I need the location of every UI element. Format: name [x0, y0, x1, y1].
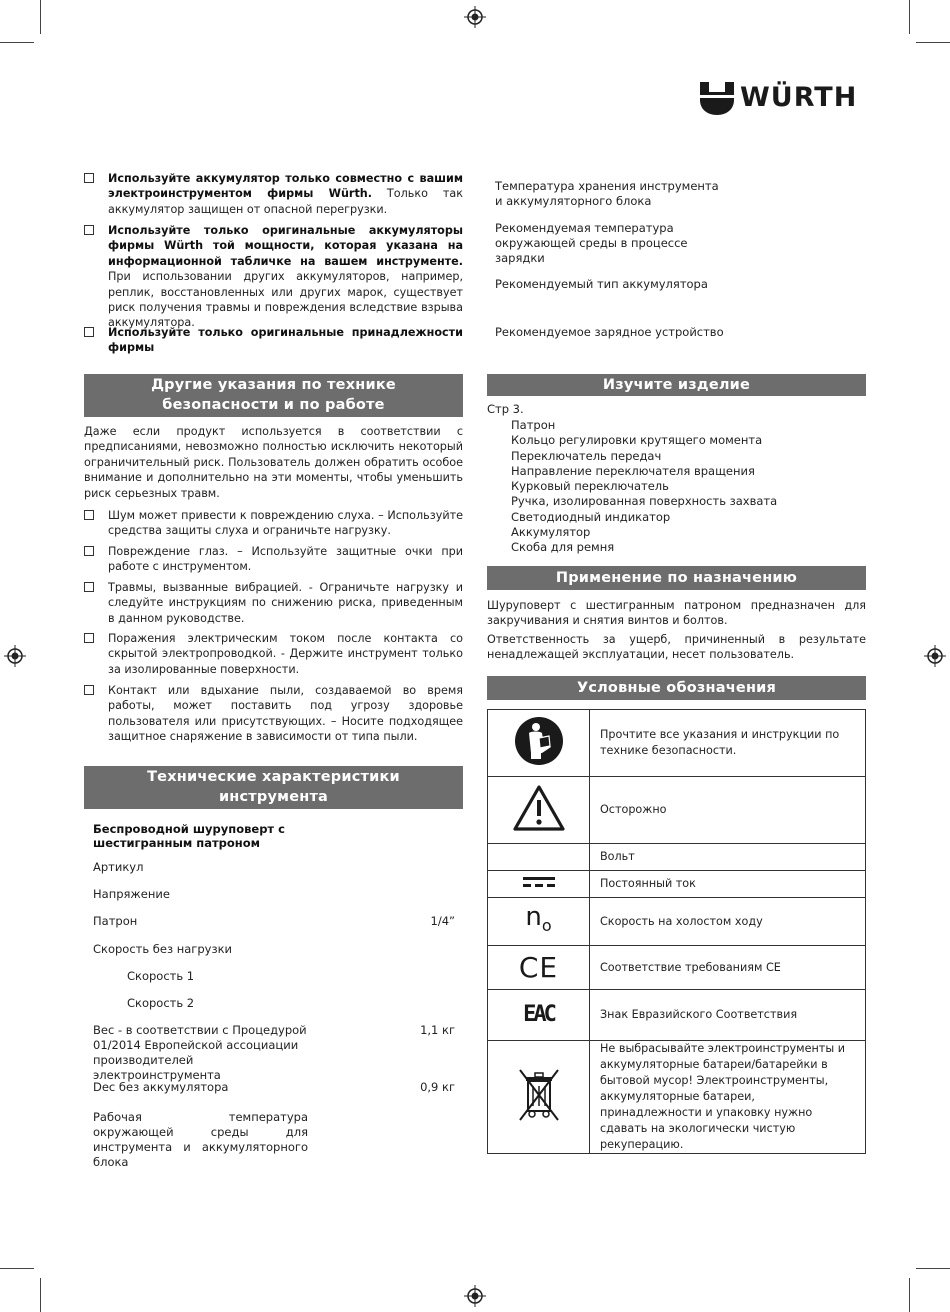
bullet-text: Только так аккумулятор защищен от опасной перегрузки. [108, 187, 463, 216]
spec-label: Напряжение [93, 887, 170, 901]
checkbox-square-icon [84, 582, 94, 592]
list-item: Ручка, изолированная поверхность захвата [511, 494, 778, 509]
symbol-description: Постоянный ток [590, 871, 866, 898]
table-row [488, 990, 866, 1041]
checkbox-square-icon [84, 546, 94, 556]
spec-label: Скорость без нагрузки [93, 942, 232, 956]
symbols-table [487, 709, 866, 1154]
heading-line: Технические характеристики [147, 769, 400, 785]
list-item [84, 580, 463, 626]
list-item [84, 683, 463, 745]
spec-label: Рекомендуемый тип аккумулятора [495, 277, 708, 291]
list-item [84, 508, 463, 539]
symbol-description: Знак Евразийского Соответствия [590, 990, 866, 1041]
registration-mark-icon [924, 645, 946, 667]
symbol-description: Скорость на холостом ходу [590, 898, 866, 946]
spec-label: Dес без аккумулятора [93, 1080, 229, 1094]
list-item [84, 223, 463, 331]
heading-line: безопасности и по работе [162, 397, 385, 413]
table-row [488, 871, 866, 898]
usage-text: Шуруповерт с шестигранным патроном предназначен для закручивания и снятия винтов и болтов. [487, 599, 866, 628]
product-name-line: Беспроводной шуруповерт с [93, 822, 285, 836]
list-item: Переключатель передач [511, 448, 662, 463]
crossed-bin-icon [517, 1066, 561, 1124]
crop-mark [916, 1268, 950, 1269]
registration-mark-icon [464, 1285, 486, 1307]
page-reference: Стр 3. [487, 402, 524, 416]
bullet-bold: Используйте аккумулятор только совместно с вашим электроинструментом фирмы Würth. [108, 172, 463, 201]
table-row [488, 777, 866, 844]
table-row [488, 710, 866, 777]
table-row [488, 844, 866, 871]
brand-logo [700, 80, 870, 116]
crop-mark [909, 1278, 910, 1312]
read-manual-icon [514, 716, 564, 766]
list-item: Кольцо регулировки крутящего момента [511, 433, 763, 448]
heading-line: Другие указания по технике [151, 377, 396, 393]
list-item [84, 544, 463, 575]
list-item [84, 171, 463, 217]
symbol-description: Вольт [590, 844, 866, 871]
table-row [488, 898, 866, 946]
crop-mark [0, 42, 34, 43]
section-heading: Применение по назначению [487, 566, 866, 590]
spec-value: 1/4” [430, 914, 455, 928]
crop-mark [0, 1268, 34, 1269]
spec-label: Вес - в соответствии с Процедурой 01/2014 Европейской ассоциации производителей электроинструмента [93, 1023, 307, 1082]
section-heading [84, 766, 463, 809]
usage-text: Ответственность за ущерб, причиненный в результате ненадлежащей эксплуатации, несет пользователь. [487, 633, 866, 662]
spec-label: Рабочая температура окружающей среды для инструмента и аккумуляторного блока [93, 1110, 308, 1169]
product-name-line: шестигранным патроном [93, 836, 260, 850]
registration-mark-icon [464, 6, 486, 28]
direct-current-icon [523, 876, 555, 888]
bullet-text: Травмы, вызванные вибрацией. - Ограничьте нагрузку и следуйте инструкциям по снижению риска, приведенным в данном руководстве. [108, 581, 463, 625]
bullet-text: Повреждение глаз. – Используйте защитные очки при работе с инструментом. [108, 545, 463, 574]
list-item: Скоба для ремня [511, 540, 615, 555]
bullet-bold: Используйте только оригинальные принадлежности фирмы [108, 326, 463, 355]
crop-mark [909, 0, 910, 34]
checkbox-square-icon [84, 225, 94, 235]
table-row [488, 1041, 866, 1154]
crop-mark [40, 0, 41, 34]
eac-mark-icon: EAC [523, 1002, 554, 1027]
spec-label: Патрон [93, 914, 138, 928]
safety-intro: Даже если продукт используется в соответствии с предписаниями, невозможно полностью исключить некоторый ограничительный риск. Пользователь должен обратить особое внимание и дополнительно на эти моменты, чтобы уменьшить риск серьезных травм. [84, 425, 463, 500]
bullet-text: Поражения электрическим током после контакта со скрытой электропроводкой. - Держите инструмент только за изолированные поверхности. [108, 632, 463, 676]
spec-label: Артикул [93, 860, 144, 874]
list-item: Курковый переключатель [511, 479, 669, 494]
checkbox-square-icon [84, 510, 94, 520]
parts-list [511, 418, 777, 556]
symbol-description: Не выбрасывайте электроинструменты и аккумуляторные батареи/батарейки в бытовой мусор! Электроинструменты, аккумуляторные батареи, принадлежности и упаковку нужно сдавать на экологически чистую рекуперацию. [590, 1041, 866, 1154]
spec-label: Скорость 2 [127, 996, 195, 1010]
checkbox-square-icon [84, 173, 94, 183]
spec-label: Температура хранения инструмента и аккумуляторного блока [495, 179, 719, 208]
spec-label: Рекомендуемая температура окружающей среды в процессе зарядки [495, 221, 688, 265]
section-heading: Условные обозначения [487, 676, 866, 700]
registration-mark-icon [4, 645, 26, 667]
heading-line: инструмента [218, 789, 329, 805]
checkbox-square-icon [84, 633, 94, 643]
brand-name: WÜRTH [740, 82, 858, 113]
list-item [84, 631, 463, 677]
spec-label: Рекомендуемое зарядное устройство [495, 325, 724, 339]
product-name [93, 822, 285, 850]
section-heading [84, 374, 463, 417]
list-item [84, 325, 463, 356]
spec-label: Скорость 1 [127, 969, 195, 983]
bullet-bold: Используйте только оригинальные аккумуляторы фирмы Würth той мощности, которая указана на информационной табличке на вашем инструменте. [108, 224, 463, 268]
symbol-description: Осторожно [590, 777, 866, 844]
crop-mark [40, 1278, 41, 1312]
symbol-description: Прочтите все указания и инструкции по технике безопасности. [590, 710, 866, 777]
bullet-text: При использовании других аккумуляторов, например, реплик, восстановленных или других марок, существует риск получения травмы и повреждения вследствие взрыва аккумулятора. [108, 270, 463, 330]
symbol-description: Соответствие требованиям CE [590, 946, 866, 990]
warning-triangle-icon [513, 784, 565, 832]
list-item: Аккумулятор [511, 525, 591, 540]
checkbox-square-icon [84, 327, 94, 337]
ce-mark-icon: CE [518, 950, 559, 984]
table-row [488, 946, 866, 990]
wurth-logo-icon [700, 80, 734, 116]
spec-value: 1,1 кг [420, 1023, 455, 1037]
spec-value: 0,9 кг [420, 1080, 455, 1094]
list-item: Направление переключателя вращения [511, 463, 755, 478]
list-item: Светодиодный индикатор [511, 509, 671, 524]
no-load-speed-icon: $n_o$ [525, 901, 552, 936]
checkbox-square-icon [84, 685, 94, 695]
bullet-text: Контакт или вдыхание пыли, создаваемой во время работы, может поставить под угрозу здоровье пользователя или присутствующих. – Носите подходящее защитное снаряжение в зависимости от типа пыли. [108, 684, 463, 744]
section-heading: Изучите изделие [487, 374, 866, 396]
bullet-text: Шум может привести к повреждению слуха. – Используйте средства защиты слуха и ограничьте нагрузку. [108, 509, 463, 538]
crop-mark [916, 42, 950, 43]
list-item: Патрон [511, 418, 556, 432]
